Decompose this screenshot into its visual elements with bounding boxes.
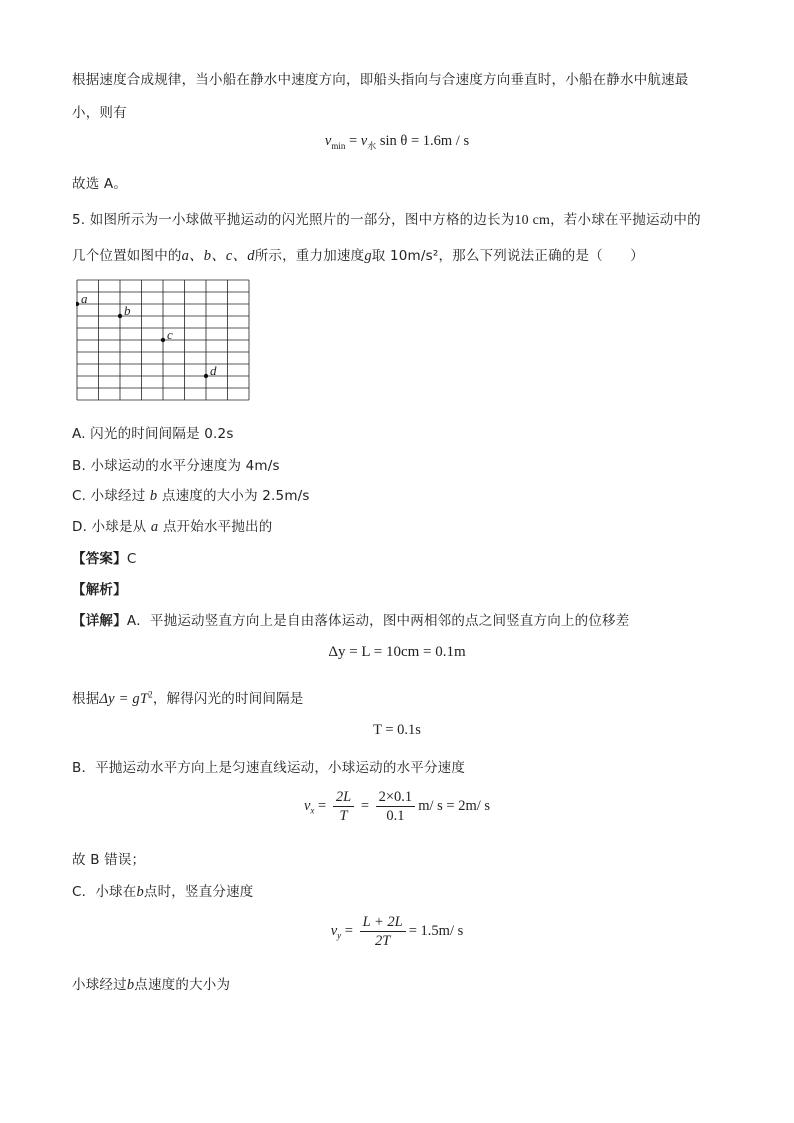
point-d: [204, 374, 208, 378]
equation-dy: Δy = L = 10cm = 0.1m: [328, 644, 466, 660]
point-b: [118, 314, 122, 318]
question-5-line2: 几个位置如图中的a、b、c、d所示，重力加速度g取 10m/s²，那么下列说法正确的是（ ）: [72, 248, 644, 264]
equation-vy: $v_y$ = $\frac{L + 2L}{2T}$ = 1.5m/ s: [330, 914, 464, 949]
option-b: B. 小球运动的水平分速度为 4m/s: [72, 458, 280, 474]
option-a: A. 闪光的时间间隔是 0.2s: [72, 426, 234, 442]
point-label-c: c: [167, 327, 173, 342]
point-label-d: d: [210, 363, 217, 378]
answer-line: 【答案】C: [72, 551, 137, 567]
point-a: [76, 302, 79, 306]
paragraph-line: 根据速度合成规律，当小船在静水中速度方向，即船头指向与合速度方向垂直时，小船在静水中航速最: [72, 72, 689, 88]
b-wrong-line: 故 B 错误；: [72, 852, 146, 868]
flash-photo-grid: [76, 279, 252, 405]
point-c: [161, 338, 165, 342]
detail-b-line: B．平抛运动水平方向上是匀速直线运动，小球运动的水平分速度: [72, 760, 466, 776]
paragraph-line: 小，则有: [72, 105, 127, 121]
point-label-b: b: [124, 303, 131, 318]
option-d: D. 小球是从 a 点开始水平抛出的: [72, 519, 273, 535]
detail-a-line: 【详解】A．平抛运动竖直方向上是自由落体运动，图中两相邻的点之间竖直方向上的位移差: [72, 613, 630, 629]
equation-vmin: $v_{min} = v_水$ sin θ = 1.6m / s: [324, 133, 470, 151]
question-5-line1: 5. 如图所示为一小球做平抛运动的闪光照片的一部分，图中方格的边长为10 cm，若小球在平抛运动中的: [72, 212, 701, 228]
detail-a-line2: 根据$\Delta y = gT^2$，解得闪光的时间间隔是: [72, 689, 304, 707]
detail-c-line2: 小球经过b点速度的大小为: [72, 977, 231, 993]
equation-vx: $v_x$ = $\frac{2L}{T}$ = $\frac{2\times 0.1}{0.1}$ m/ s = 2m/ s: [303, 789, 491, 824]
choose-a-line: 故选 A。: [72, 176, 128, 192]
analysis-label: 【解析】: [72, 582, 127, 598]
point-label-a: a: [81, 291, 88, 306]
equation-t: T = 0.1s: [373, 722, 421, 738]
detail-c-line: C．小球在b点时，竖直分速度: [72, 884, 254, 900]
option-c: C. 小球经过 b 点速度的大小为 2.5m/s: [72, 488, 310, 504]
